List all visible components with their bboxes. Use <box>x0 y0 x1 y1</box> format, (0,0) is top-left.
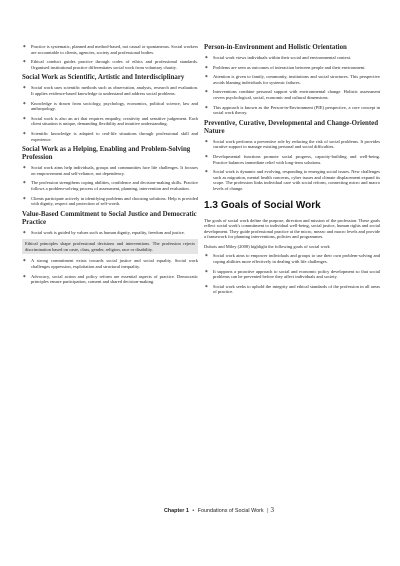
list-item: ◆ Social work is also an art that requires empathy, creativity and sensitive judgement. Each client situation is unique, demanding flexibility and intuitive understanding. <box>22 116 198 127</box>
bullet-list-top <box>22 44 198 70</box>
paragraph: The goals of social work define the purpose, direction and mission of the profession. These goals reflect social work's commitment to individual well-being, social justice, human rights and social development. They guide professional practice at the micro, mezzo and macro levels and provide a framework for planning interventions, policies and programmes. <box>204 217 380 240</box>
heading-value-based: Value-Based Commitment to Social Justice and Democratic Practice <box>22 210 197 226</box>
list-item: ◆ Interventions combine personal support with environmental change. Holistic assessment covers psychological, social, economic and cultural dimensions. <box>204 89 380 100</box>
footer-title: Foundations of Social Work <box>197 508 264 514</box>
page-number: 3 <box>270 506 274 514</box>
list-item: ◆ This approach is known as the Person-in-Environment (PIE) perspective, a core concept in social work theory. <box>204 105 380 116</box>
section-title: Goals of Social Work <box>220 199 321 211</box>
section-number: 1.3 <box>204 199 218 211</box>
list-item: ◆ Social work seeks to uphold the integrity and ethical standards of the profession in all areas of practice. <box>204 284 380 295</box>
left-column <box>22 44 198 289</box>
footer-bullet: • <box>192 508 195 514</box>
heading-helping: Social Work as a Helping, Enabling and Problem-Solving Profession <box>22 146 191 162</box>
list-item: ◆ A strong commitment exists towards social justice and social equality. Social work challenges oppression, exploitation and structural inequality. <box>22 258 198 269</box>
bullet-list-goals <box>204 253 380 295</box>
list-item: ◆ Social work performs a preventive role by reducing the risk of social problems. It provides curative support to manage existing personal and social difficulties. <box>204 139 380 150</box>
list-item: ◆ Social work aims to empower individuals and groups to use their own problem-solving and coping abilities more effectively in dealing with life challenges. <box>204 253 380 264</box>
list-item: ◆ It supports a proactive approach to social and economic policy development so that social problems can be prevented before they affect individuals and society. <box>204 269 380 280</box>
right-column <box>204 44 380 299</box>
list-item: ◆ Practice is systematic, planned and method-based, not casual or spontaneous. Social workers are accountable to clients, agencies, society and professional bodies. <box>22 44 198 55</box>
bullet-list-pie <box>204 55 380 116</box>
list-item: ◆ Social work uses scientific methods such as observation, analysis, research and evaluation. It applies evidence-based knowledge to understand and address social problems. <box>22 85 198 96</box>
list-item: ◆ Problems are seen as outcomes of interaction between people and their environment. <box>204 65 380 71</box>
list-item: ◆ The profession strengthens coping abilities, confidence and decision-making skills. Practice follows a problem-solving process of assessment, planning, intervention and evaluation. <box>22 180 198 191</box>
paragraph: Dubois and Miley (2008) highlight the following goals of social work <box>204 243 330 249</box>
list-item: ◆ Advocacy, social action and policy reform are essential aspects of practice. Democratic principles ensure participation, consent and shared decision-making. <box>22 274 198 285</box>
list-item: ◆ Scientific knowledge is adapted to real-life situations through professional skill and experience. <box>22 131 198 142</box>
list-item: ◆ Clients participate actively in identifying problems and choosing solutions. Help is provided with dignity, respect and protection of self-worth. <box>22 196 198 207</box>
list-item: ◆ Social work is dynamic and evolving, responding to emerging social issues. New challenges such as migration, mental health concerns, cyber issues and climate displacement expand its scope. The profession links individual care with social reform, connecting micro and macro levels of change. <box>204 169 380 191</box>
list-item: ◆ Social work is guided by values such as human dignity, equality, freedom and justice. <box>22 230 198 236</box>
highlight-box: Ethical principles shape professional decisions and interventions. The profession rejects discrimination based on caste, class, gender, religion, race or disability. <box>22 239 198 254</box>
heading-person-in-environment: Person-in-Environment and Holistic Orientation <box>204 44 347 51</box>
list-item: ◆ Social work aims help individuals, groups and communities face life challenges. It focuses on empowerment and self-reliance, not dependency. <box>22 165 198 176</box>
heading-scientific: Social Work as Scientific, Artistic and Interdisciplinary <box>22 74 185 82</box>
heading-preventive: Preventive, Curative, Developmental and Change-Oriented Nature <box>204 119 379 135</box>
list-item: ◆ Developmental functions promote social progress, capacity-building and well-being. Practice balances immediate relief with long-term solutions. <box>204 154 380 165</box>
section-heading <box>204 200 380 211</box>
list-item: ◆ Attention is given to family, community, institutions and social structures. This perspective avoids blaming individuals for systemic failures. <box>204 74 380 85</box>
page-footer <box>164 506 274 514</box>
bullet-list-helping <box>22 165 198 207</box>
list-item: ◆ Ethical conduct guides practice through codes of ethics and professional standards. Organised institutional practice differentiates social work from voluntary charity. <box>22 59 198 70</box>
bullet-list-scientific <box>22 85 198 142</box>
bullet-list-preventive <box>204 139 380 192</box>
footer-chapter: Chapter 1 <box>164 508 189 514</box>
bullet-list-value-based <box>22 230 198 285</box>
list-item: ◆ Knowledge is drawn from sociology, psychology, economics, political science, law and anthropology. <box>22 101 198 112</box>
list-item: ◆ Social work views individuals within their social and environmental context. <box>204 55 380 61</box>
footer-divider: | <box>267 508 269 514</box>
